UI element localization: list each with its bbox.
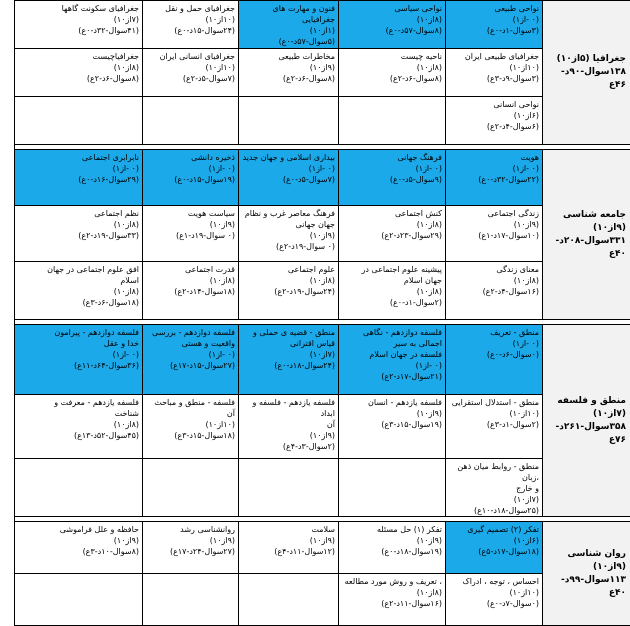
empty-cell [15, 459, 143, 517]
topic-cell [339, 262, 446, 320]
topic-detail: (۷سوال-۵د-۰ع) [242, 174, 335, 185]
table-row [15, 395, 630, 459]
topic-detail: (۸از۱۰) [18, 419, 139, 430]
empty-cell [15, 574, 143, 626]
topic-detail: (۴۵سوال-۵۲د-۱۳ع) [18, 430, 139, 441]
topic-detail: (۲۹سوال-۲۳د-۲ع) [342, 230, 442, 241]
topic-cell-content [18, 208, 139, 241]
topic-detail: (۱۸سوال-۱۵د-۳ع) [146, 430, 235, 441]
topic-cell-content [146, 524, 235, 557]
topic-detail: (۹از۱۰) [242, 230, 335, 241]
topic-title: نواحی طبیعی [449, 3, 539, 14]
topic-detail: (۰ سوال-۱۹د-۲ع) [242, 241, 335, 252]
topic-detail: (۰ -از۱) [449, 338, 539, 349]
subject-header-cell [543, 325, 630, 517]
topic-cell-content [342, 264, 442, 308]
topic-detail: (۰ -از۱) [449, 14, 539, 25]
topic-title: منطق - قضیه ی حملی و [242, 327, 335, 338]
topic-detail: (۸از۱۰) [18, 219, 139, 230]
topic-cell-content [18, 524, 139, 557]
topic-title: ذخیره دانشی [146, 152, 235, 163]
subject-name: روان شناسی (۹از۱۰) [547, 548, 626, 574]
topic-cell [446, 49, 543, 97]
topic-detail: (۰ -از۱) [18, 349, 139, 360]
topic-cell [239, 206, 339, 262]
topic-cell [143, 49, 239, 97]
topic-detail: (۲سوال-۳د-۴ع) [242, 441, 335, 452]
topic-cell-content [146, 3, 235, 36]
topic-title: منطق - استدلال استقرایی [449, 397, 539, 408]
topic-detail: (۰ -از۱) [242, 163, 335, 174]
topic-detail: (۱۲سوال-۱۱د-۴ع) [242, 546, 335, 557]
topic-title: فرهنگ جهانی [342, 152, 442, 163]
topic-cell [143, 262, 239, 320]
topic-cell-content [449, 461, 539, 516]
topic-detail: (۸از۱۰) [146, 275, 235, 286]
topic-cell-content [18, 397, 139, 441]
topic-title: فلسفه دوازدهم - نگاهی اجمالی به سیر [342, 327, 442, 349]
topic-detail: (۰ -از۱) [342, 163, 442, 174]
topic-title: منطق - تعریف [449, 327, 539, 338]
topic-cell [143, 522, 239, 574]
topic-cell-content [242, 3, 335, 47]
topic-cell-content [449, 576, 539, 609]
topic-detail: (۸سوال-۶د-۲ع) [342, 73, 442, 84]
subject-stats: ۳۳۱سوال-۲۰۸د- [547, 235, 626, 248]
topic-detail: (۷از۱۰) [18, 14, 139, 25]
topic-title: فلسفه - منطق و مباحث آن [146, 397, 235, 419]
topic-cell-content [449, 152, 539, 185]
empty-cell [239, 97, 339, 145]
topic-detail: (۱۰از۱۰) [449, 587, 539, 598]
subject-header-cell [543, 522, 630, 626]
topic-cell [239, 49, 339, 97]
topic-cell-content [449, 99, 539, 132]
topic-detail: (۱۹سوال-۱۵د-۳ع) [342, 419, 442, 430]
subject-stats: ۱۱۳سوال-۹۹د- [547, 574, 626, 587]
topic-cell-content [18, 3, 139, 36]
topic-title: هویت [449, 152, 539, 163]
topic-title: نظم اجتماعی [18, 208, 139, 219]
topic-detail: جهان جهانی [242, 219, 335, 230]
topic-cell [239, 262, 339, 320]
topic-detail: (۲۴سوال-۱۸د-۰ع) [242, 360, 335, 371]
topic-title: فلسفه یازدهم - فلسفه و ابداد [242, 397, 335, 419]
topic-cell [239, 1, 339, 49]
topic-detail: (۲۲سوال-۳۲د-۰ع) [449, 174, 539, 185]
topic-detail: (۳سوال-۹د-۳ع) [449, 73, 539, 84]
topic-detail: اسلام [18, 275, 139, 286]
topic-detail: (۲۱سوال-۱۷د-۲ع) [342, 371, 442, 382]
topic-cell [446, 395, 543, 459]
topic-detail: (۲۷سوال-۲۴د-۱۷ع) [146, 546, 235, 557]
topic-cell [446, 459, 543, 517]
topic-detail: (۸از۱۰) [342, 286, 442, 297]
topic-detail: (۹از۱۰) [146, 535, 235, 546]
topic-detail: (۱۸سوال-۶د-۳ع) [18, 297, 139, 308]
topic-title: کنش اجتماعی [342, 208, 442, 219]
topic-title: جغرافیای حمل و نقل [146, 3, 235, 14]
topic-cell [15, 395, 143, 459]
topic-cell [446, 574, 543, 626]
topic-title: علوم اجتماعی [242, 264, 335, 275]
topic-detail: (۰ سوال-۱۹د-۱ع) [146, 230, 235, 241]
topic-detail: (۴۱سوال-۳۲د-۰ع) [18, 25, 139, 36]
topic-cell [15, 522, 143, 574]
topic-cell-content [146, 397, 235, 441]
topic-cell-content [342, 397, 442, 430]
table-row [15, 574, 630, 626]
topic-detail: (۱۰از۱۰) [146, 14, 235, 25]
topic-cell-content [342, 576, 442, 609]
topic-detail: (۹از۱۰) [242, 535, 335, 546]
topic-cell-content [18, 51, 139, 84]
topic-detail: (۸سوال-۶د-۲ع) [18, 73, 139, 84]
topic-detail: (۰ -از۱) [449, 163, 539, 174]
topic-detail: (۸از۱۰) [449, 275, 539, 286]
topic-cell [143, 395, 239, 459]
topic-detail: (۹از۱۰) [242, 62, 335, 73]
topic-detail: (۹از۱۰) [242, 430, 335, 441]
topic-cell-content [342, 51, 442, 84]
topic-detail: (۹از۱۰) [146, 219, 235, 230]
topic-title: جغرافیای طبیعی ایران [449, 51, 539, 62]
topic-cell-content [146, 152, 235, 185]
topic-detail: (۲سوال-۱د-۳ع) [449, 419, 539, 430]
topic-detail: (۱۰سوال-۱۷د-۱ع) [449, 230, 539, 241]
topic-detail: (۲۵سوال-۱۸د-۱۰ع) [449, 505, 539, 516]
topic-detail: (۰ -از۱) [18, 163, 139, 174]
topic-title: افق علوم اجتماعی در جهان [18, 264, 139, 275]
topic-detail: (۸سوال-۶د-۲ع) [242, 73, 335, 84]
topic-cell [15, 262, 143, 320]
topic-cell-content [146, 264, 235, 297]
topic-detail: (۸از۱۰) [342, 14, 442, 25]
topic-cell-content [449, 327, 539, 360]
topic-detail: قیاس اقترانی [242, 338, 335, 349]
topic-cell [239, 395, 339, 459]
topic-detail: (۳۶سوال-۶۴د-۱۱ع) [18, 360, 139, 371]
subject-stats: ۱۳۸سوال-۹۰د- [547, 66, 626, 79]
topic-title: نواحی انسانی [449, 99, 539, 110]
topic-detail: (۹از۱۰) [342, 535, 442, 546]
topic-cell-content [242, 152, 335, 185]
topic-cell [239, 150, 339, 206]
topic-detail: (۱۰از۱۰) [146, 62, 235, 73]
subject-name: جامعه شناسی (۹از۱۰) [547, 209, 626, 235]
topic-detail: (۱۶سوال-۱۱د-۲ع) [342, 598, 442, 609]
topic-detail: (۸سوال-۵۷د-۰ع) [342, 25, 442, 36]
topic-detail: (۲۴سوال-۱۹د-۲ع) [242, 286, 335, 297]
topic-cell-content [146, 208, 235, 241]
topic-detail: (۱۶سوال-۴د-۲ع) [449, 286, 539, 297]
empty-cell [143, 97, 239, 145]
topic-cell-content [146, 51, 235, 84]
topic-detail: (۲سوال-۱د-۰ع) [342, 297, 442, 308]
subject-weight: ۷۶ع [547, 434, 626, 447]
topic-detail: و خارج [449, 483, 539, 494]
topic-title: نواحی سیاسی [342, 3, 442, 14]
topic-cell-content [146, 327, 235, 371]
topic-cell [15, 325, 143, 395]
topic-title: فلسفه یازدهم - انسان [342, 397, 442, 408]
topic-title: زندگی اجتماعی [449, 208, 539, 219]
topic-detail: (۰ -از۱) [146, 349, 235, 360]
topic-detail: آن [242, 419, 335, 430]
subject-header-cell [543, 150, 630, 320]
topic-cell [446, 206, 543, 262]
table-row [15, 150, 630, 206]
topic-detail: (۶از۱۰) [449, 535, 539, 546]
topic-cell-content [342, 152, 442, 185]
topic-title: سیاست هویت [146, 208, 235, 219]
topic-title: فنون و مهارت های جغرافیایی [242, 3, 335, 25]
topic-detail: (۳سوال-۱د-۰ع) [449, 25, 539, 36]
topic-detail: (۷سوال-۵د-۲ع) [146, 73, 235, 84]
subject-name: جغرافیا (۵از۱۰) [547, 53, 626, 66]
topic-title: سلامت [242, 524, 335, 535]
table-row [15, 325, 630, 395]
topic-detail: (۱۰از۱۰) [449, 62, 539, 73]
topic-cell [446, 97, 543, 145]
topic-detail: (۰ -از۱) [146, 163, 235, 174]
topic-detail: (۸از۱۰) [342, 219, 442, 230]
topic-cell-content [449, 264, 539, 297]
topic-title: ناحیه چیست [342, 51, 442, 62]
table-row [15, 49, 630, 97]
topic-detail: (۰سوال-۶د-۰ع) [449, 349, 539, 360]
topic-detail: (۸از۱۰) [18, 62, 139, 73]
table-row [15, 522, 630, 574]
topic-title: حافظه و علل فراموشی [18, 524, 139, 535]
topic-cell-content [342, 327, 442, 382]
topic-cell [446, 150, 543, 206]
subject-weight: ۴۶ع [547, 79, 626, 92]
topic-cell [339, 325, 446, 395]
topic-detail: (۳۳سوال-۱۹د-۲ع) [18, 230, 139, 241]
topic-detail: شناخت [18, 408, 139, 419]
topic-cell-content [242, 51, 335, 84]
empty-cell [339, 97, 446, 145]
topic-cell-content [449, 51, 539, 84]
topic-title: فلسفه یازدهم - معرفت و [18, 397, 139, 408]
topic-cell-content [242, 264, 335, 297]
topic-cell-content [449, 524, 539, 557]
topic-detail: (۸از۱۰) [18, 286, 139, 297]
empty-cell [143, 459, 239, 517]
topic-title: ، تعریف و روش مورد مطالعه [342, 576, 442, 587]
topic-detail: (۱۹سوال-۱۸د-۰ع) [342, 546, 442, 557]
table-row [15, 1, 630, 49]
topic-detail: (۱۹سوال-۱۵د-۰ع) [146, 174, 235, 185]
topic-detail: (۹از۱۰) [449, 219, 539, 230]
topic-cell-content [342, 208, 442, 241]
topic-cell [143, 1, 239, 49]
empty-cell [239, 574, 339, 626]
topic-cell-content [242, 397, 335, 452]
topic-detail: (۹سوال-۵د-۰ع) [342, 174, 442, 185]
table-row [15, 459, 630, 517]
topic-cell [15, 49, 143, 97]
topic-title: قدرت اجتماعی [146, 264, 235, 275]
table-body [15, 1, 630, 626]
topic-detail: (۶سوال-۴د-۲ع) [449, 121, 539, 132]
empty-cell [239, 459, 339, 517]
topic-title: تفکر (۲) تصمیم گیری [449, 524, 539, 535]
topic-title: فلسفه دوازدهم - پیرامون [18, 327, 139, 338]
topic-cell [446, 522, 543, 574]
topic-cell [339, 1, 446, 49]
topic-cell [339, 395, 446, 459]
topic-detail: (۱۸سوال-۱۴د-۲ع) [146, 286, 235, 297]
topic-cell [339, 150, 446, 206]
topic-detail: (۸از۱۰) [342, 62, 442, 73]
topic-detail: (۷از۱۰) [242, 349, 335, 360]
table-row [15, 206, 630, 262]
topic-detail: (۲۷سوال-۱۵د-۱۷ع) [146, 360, 235, 371]
topic-title: مخاطرات طبیعی [242, 51, 335, 62]
topic-title: بیداری اسلامی و جهان جدید [242, 152, 335, 163]
empty-cell [143, 574, 239, 626]
topic-title: جغرافیای انسانی ایران [146, 51, 235, 62]
topic-cell [143, 325, 239, 395]
topic-cell-content [449, 3, 539, 36]
topic-cell [339, 206, 446, 262]
topic-cell-content [242, 327, 335, 371]
topic-title: احساس ، توجه ، ادراک [449, 576, 539, 587]
topic-detail: (۸از۱۰) [242, 275, 335, 286]
topic-title: پیشینه علوم اجتماعی در جهان اسلام [342, 264, 442, 286]
topic-cell-content [18, 327, 139, 371]
topic-cell-content [242, 208, 335, 252]
topic-detail: (۰ -از۱) [342, 360, 442, 371]
subject-topics-table [14, 0, 630, 626]
topic-cell [446, 1, 543, 49]
subject-stats: ۳۵۸سوال-۲۶۱د- [547, 421, 626, 434]
topic-cell [15, 150, 143, 206]
topic-detail: (۷از۱۰) [449, 494, 539, 505]
topic-cell-content [342, 3, 442, 36]
topic-cell [15, 1, 143, 49]
topic-title: تفکر (۱) حل مسئله [342, 524, 442, 535]
topic-detail: خدا و عقل [18, 338, 139, 349]
topic-detail: (۸از۱۰) [342, 587, 442, 598]
topic-detail: (۲۹سوال-۱۶د-۰ع) [18, 174, 139, 185]
topic-cell [339, 49, 446, 97]
topic-cell-content [449, 208, 539, 241]
topic-title: نابرابری اجتماعی [18, 152, 139, 163]
topic-detail: (۱از۱۰) [242, 25, 335, 36]
topic-cell [143, 206, 239, 262]
topic-detail: (۲۴سوال-۱۵د-۰ع) [146, 25, 235, 36]
topic-detail: (۸سوال-۱۰د-۳ع) [18, 546, 139, 557]
topic-cell-content [18, 264, 139, 308]
topic-cell [446, 262, 543, 320]
subject-weight: ۴۰ع [547, 248, 626, 261]
topic-cell [446, 325, 543, 395]
topic-cell-content [449, 397, 539, 430]
topic-detail: (۱۸سوال-۱۷د-۵ع) [449, 546, 539, 557]
topic-detail: (۹از۱۰) [18, 535, 139, 546]
topic-cell [239, 522, 339, 574]
topic-cell-content [242, 524, 335, 557]
topic-detail: (۶از۱۰) [449, 110, 539, 121]
topic-detail: (۵سوال-۵۷د-۰ع) [242, 36, 335, 47]
topic-cell [143, 150, 239, 206]
empty-cell [15, 97, 143, 145]
topic-cell-content [342, 524, 442, 557]
topic-title: جغرافیاچیست [18, 51, 139, 62]
topic-detail: (۱۰از۱۰) [449, 408, 539, 419]
topic-title: فرهنگ معاصر غرب و نظام [242, 208, 335, 219]
empty-cell [339, 459, 446, 517]
topic-detail: فلسفه در جهان اسلام [342, 349, 442, 360]
topic-cell [15, 206, 143, 262]
topic-detail: واقعیت و هستی [146, 338, 235, 349]
topic-title: معنای زندگی [449, 264, 539, 275]
topic-cell-content [18, 152, 139, 185]
topic-detail: (۹از۱۰) [342, 408, 442, 419]
topic-title: فلسفه دوازدهم - بررسی [146, 327, 235, 338]
subject-weight: ۴۰ع [547, 587, 626, 600]
topic-cell [339, 574, 446, 626]
topic-cell [339, 522, 446, 574]
subject-header-cell [543, 1, 630, 145]
subject-name: منطق و فلسفه (۷از۱۰) [547, 395, 626, 421]
topic-title: منطق - روابط میان ذهن ،زبان [449, 461, 539, 483]
topic-detail: (۱۰از۱۰) [146, 419, 235, 430]
table-row [15, 262, 630, 320]
topic-cell [239, 325, 339, 395]
topic-title: روانشناسی رشد [146, 524, 235, 535]
topic-title: جغرافیای سکونت گاهها [18, 3, 139, 14]
topic-detail: (۰سوال-۷د-۰ع) [449, 598, 539, 609]
table-row [15, 97, 630, 145]
